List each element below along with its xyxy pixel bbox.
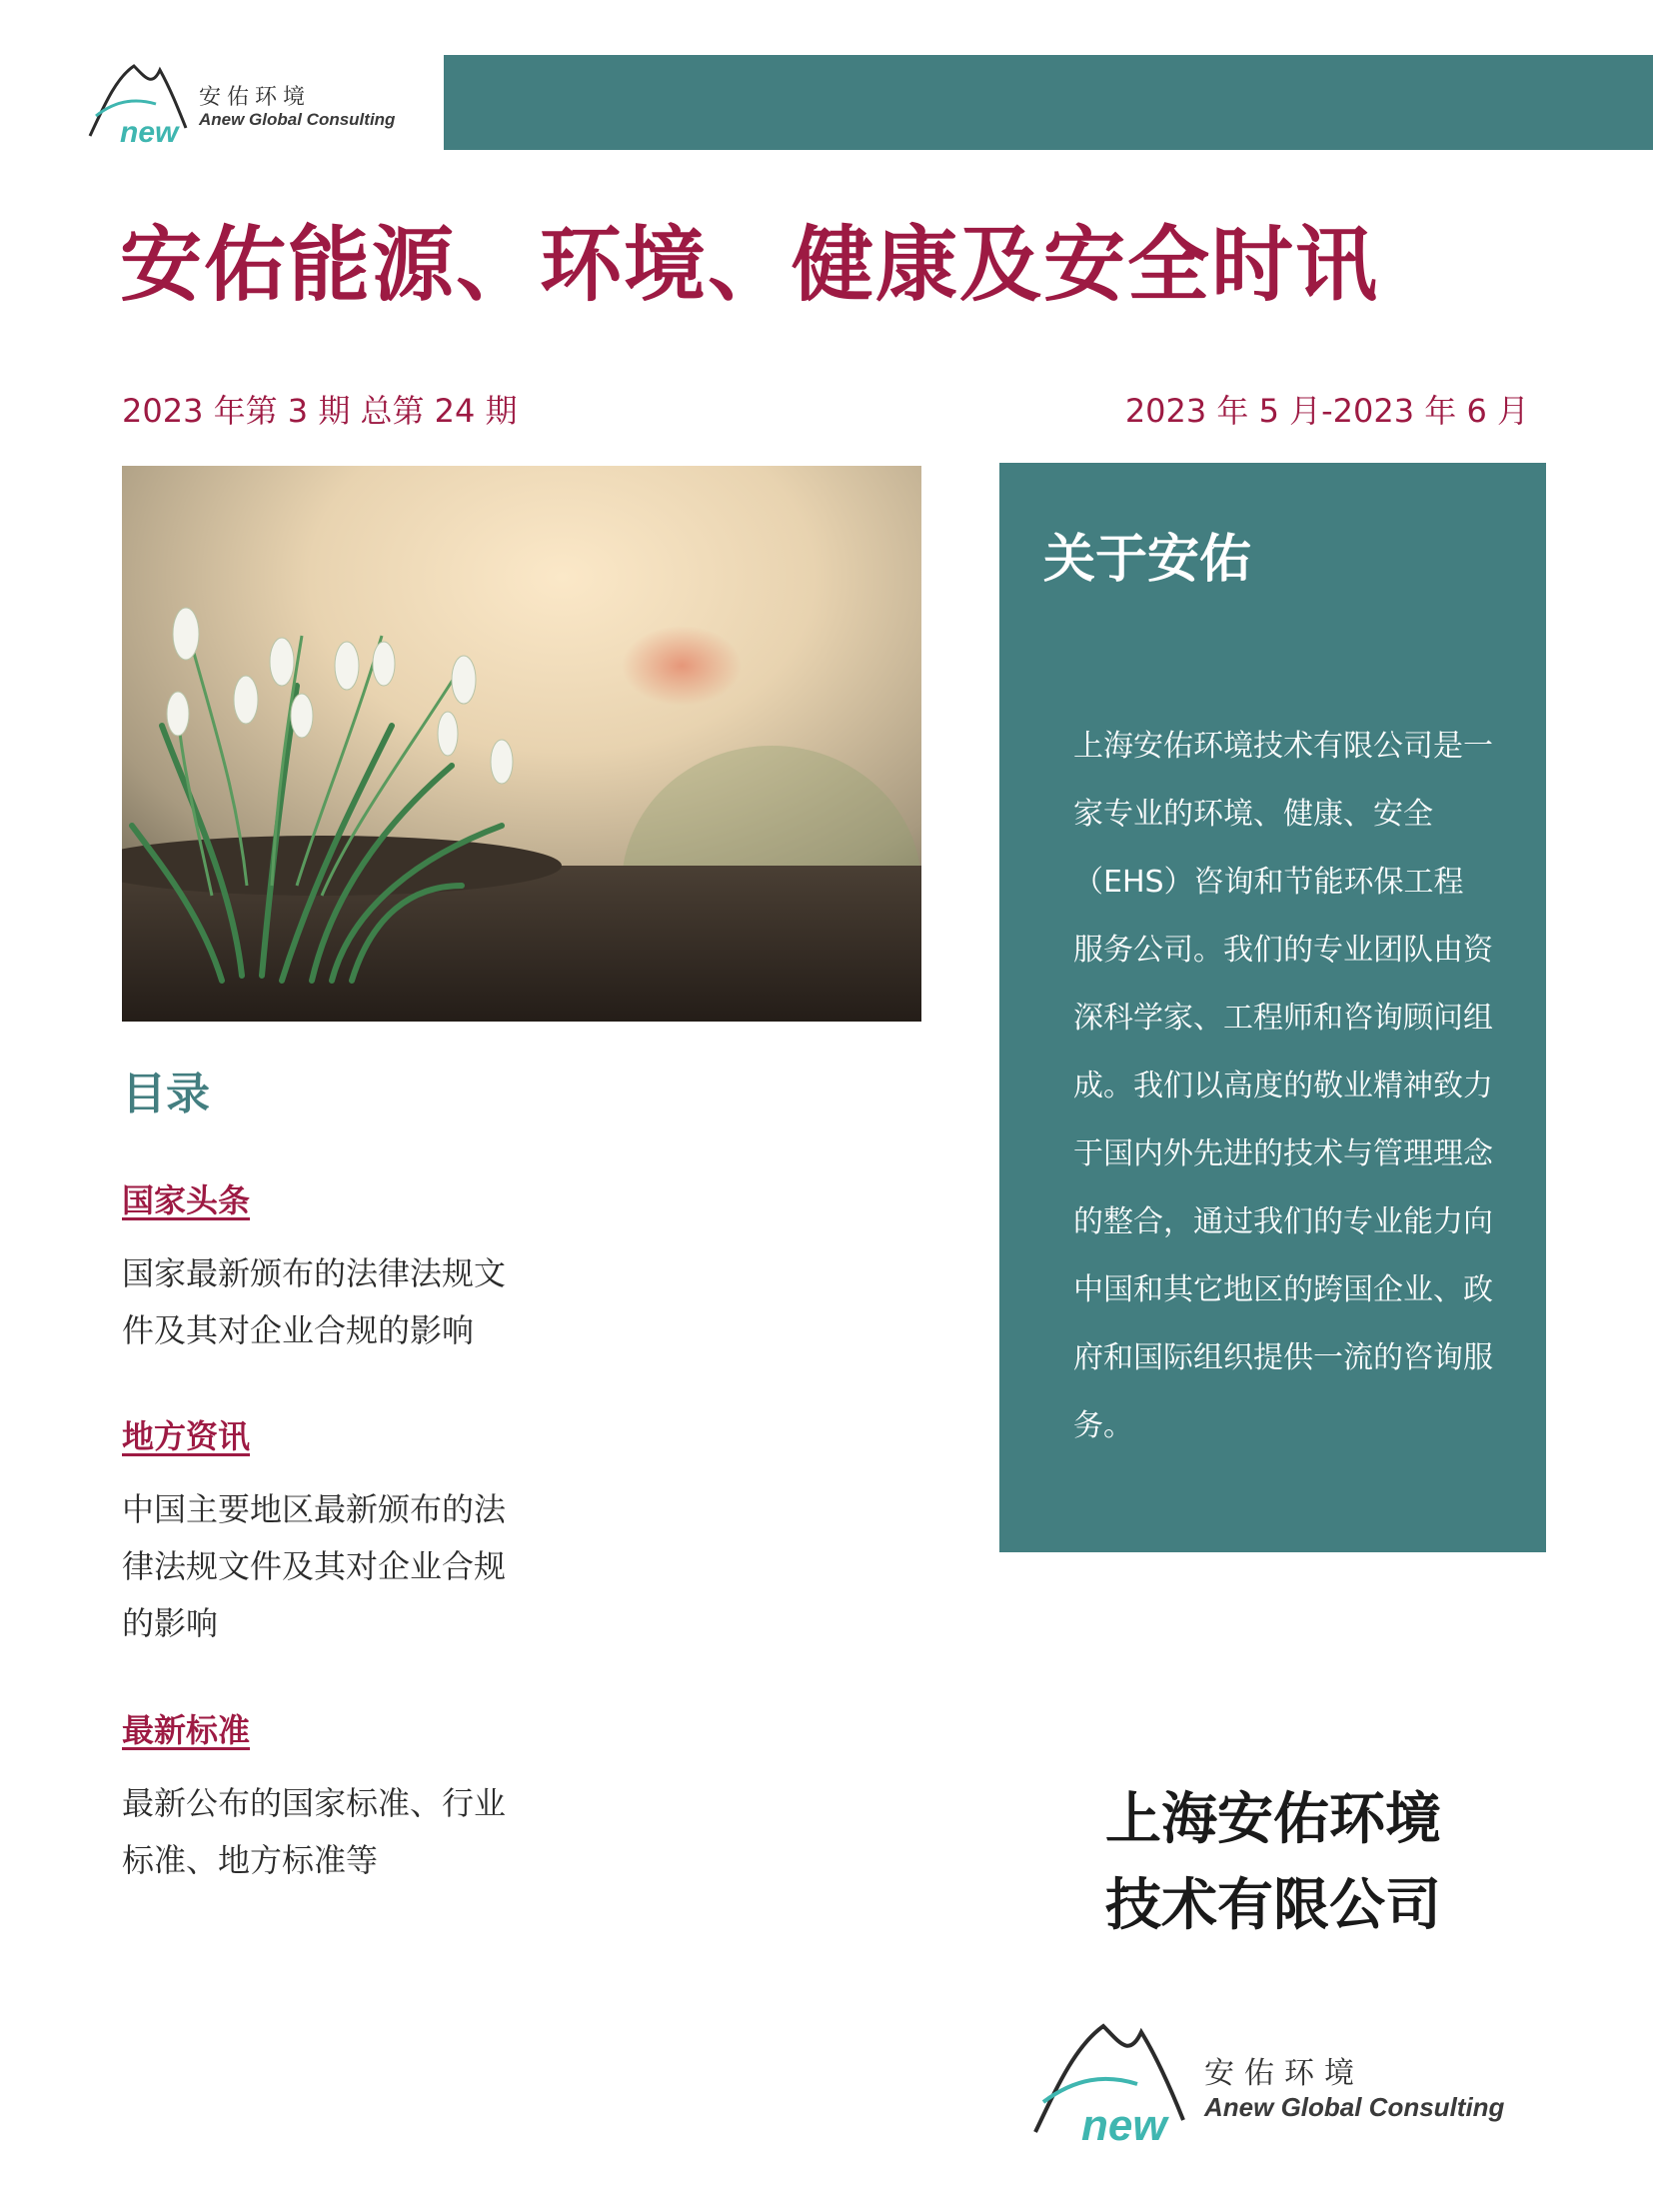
logo-top	[86, 58, 426, 148]
header-band	[444, 55, 1653, 150]
mountain-logo-icon	[1029, 2014, 1199, 2144]
toc-body-national: 国家最新颁布的法律法规文件及其对企业合规的影响	[122, 1254, 507, 1349]
svg-text:new: new	[120, 116, 179, 148]
about-text: 上海安佑环境技术有限公司是一家专业的环境、健康、安全（EHS）咨询和节能环保工程服务公司。我们的专业团队由资深科学家、工程师和咨询顾问组成。我们以高度的敬业精神致力于国内外先进的技术与管理理念的整合，通过我们的专业能力向中国和其它地区的跨国企业、政府和国际组织提供一流的咨询服务。	[1073, 729, 1493, 1443]
toc-heading-national[interactable]: 国家头条	[122, 1181, 251, 1219]
issue-period: 2023 年 5 月-2023 年 6 月	[1124, 392, 1529, 430]
svg-text:new: new	[1081, 2101, 1167, 2144]
logo-en-text: Anew Global Consulting	[199, 110, 396, 129]
toc-heading-local[interactable]: 地方资讯	[122, 1417, 251, 1455]
about-panel	[999, 463, 1546, 1552]
company-name	[1105, 1777, 1441, 1949]
cover-photo	[122, 466, 921, 1022]
issue-number: 2023 年第 3 期 总第 24 期	[122, 392, 518, 430]
page-title: 安佑能源、环境、健康及安全时讯	[120, 218, 1380, 313]
logo-en-text: Anew Global Consulting	[1204, 2092, 1505, 2122]
company-name-line1: 上海安佑环境	[1105, 1787, 1441, 1852]
logo-cn-text: 安佑环境	[199, 85, 312, 110]
mountain-logo-icon	[86, 58, 196, 148]
toc-body-local: 中国主要地区最新颁布的法律法规文件及其对企业合规的影响	[122, 1490, 507, 1642]
toc-heading-standards[interactable]: 最新标准	[122, 1711, 251, 1749]
toc-title: 目录	[122, 1069, 210, 1119]
logo-bottom	[1029, 2014, 1529, 2144]
toc-body-standards: 最新公布的国家标准、行业标准、地方标准等	[122, 1784, 507, 1879]
about-title: 关于安佑	[1043, 530, 1252, 590]
logo-cn-text: 安佑环境	[1204, 2056, 1364, 2091]
company-name-line2: 技术有限公司	[1105, 1873, 1441, 1938]
